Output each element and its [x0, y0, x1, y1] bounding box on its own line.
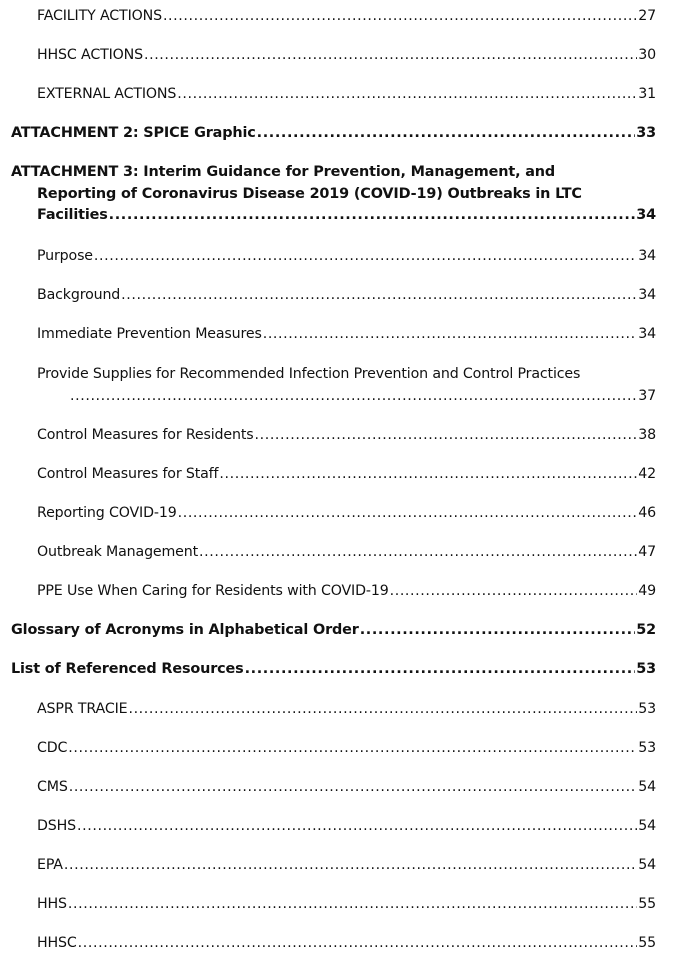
dot-leader [163, 6, 637, 27]
toc-entry-title: HHSC [37, 935, 77, 951]
toc-entry-title: ATTACHMENT 2: SPICE Graphic [11, 125, 256, 141]
toc-entry-page: 42 [638, 466, 656, 482]
dot-leader [78, 933, 638, 954]
toc-entry-reporting-covid-19[interactable] [37, 503, 656, 524]
dot-leader [68, 894, 637, 915]
toc-entry-continuation-row [37, 385, 656, 407]
toc-entry-title: Outbreak Management [37, 544, 199, 560]
toc-entry-title: Control Measures for Staff [37, 466, 219, 482]
toc-entry-external-actions[interactable] [37, 84, 656, 105]
toc-entry-page: 54 [638, 818, 656, 834]
toc-entry-outbreak-management[interactable] [37, 542, 656, 563]
toc-entry-page: 55 [638, 935, 656, 951]
dot-leader [390, 581, 638, 602]
toc-entry-cms[interactable] [37, 777, 656, 798]
dot-leader [94, 246, 637, 267]
toc-entry-title: HHS [37, 896, 67, 912]
dot-leader [254, 425, 637, 446]
toc-entry-hhsc[interactable] [37, 933, 656, 954]
dot-leader [121, 285, 637, 306]
dot-leader [263, 324, 638, 345]
toc-entry-referenced-resources[interactable] [11, 659, 656, 680]
toc-entry-title-line-3: Facilities [37, 207, 108, 223]
dot-leader [178, 503, 638, 524]
toc-entry-hhsc-actions[interactable] [37, 45, 656, 66]
toc-entry-title: Immediate Prevention Measures [37, 326, 262, 342]
toc-entry-title: CMS [37, 779, 68, 795]
toc-entry-title: ASPR TRACIE [37, 701, 128, 717]
toc-entry-control-measures-residents[interactable] [37, 425, 656, 446]
toc-entry-aspr-tracie[interactable] [37, 699, 656, 720]
dot-leader [177, 84, 637, 105]
toc-entry-title: Provide Supplies for Recommended Infection Prevention and Control Practices [37, 366, 581, 382]
dot-leader [64, 855, 637, 876]
toc-entry-title: CDC [37, 740, 68, 756]
toc-entry-title-line-2: Reporting of Coronavirus Disease 2019 (COVID-19) Outbreaks in LTC [37, 185, 582, 202]
toc-entry-title: Control Measures for Residents [37, 427, 254, 443]
toc-entry-page: 34 [638, 287, 656, 303]
toc-entry-page: 53 [638, 701, 656, 717]
toc-entry-glossary[interactable] [11, 620, 656, 641]
dot-leader [68, 738, 637, 759]
dot-leader [69, 777, 638, 798]
toc-entry-page: 53 [636, 661, 656, 677]
dot-leader [245, 659, 636, 680]
toc-entry-page: 34 [636, 207, 656, 223]
toc-entry-attachment-3[interactable] [11, 162, 656, 227]
dot-leader [128, 699, 637, 720]
dot-leader [77, 816, 637, 837]
toc-entry-facility-actions[interactable] [37, 6, 656, 27]
toc-entry-dshs[interactable] [37, 816, 656, 837]
toc-entry-title: EXTERNAL ACTIONS [37, 86, 177, 102]
toc-entry-provide-supplies[interactable] [37, 363, 656, 407]
toc-entry-cdc[interactable] [37, 738, 656, 759]
toc-entry-purpose[interactable] [37, 246, 656, 267]
toc-entry-ppe-use[interactable] [37, 581, 656, 602]
toc-entry-page: 38 [638, 427, 656, 443]
toc-entry-page: 54 [638, 779, 656, 795]
toc-entry-title: FACILITY ACTIONS [37, 8, 162, 24]
dot-leader [144, 45, 637, 66]
dot-leader [109, 205, 636, 227]
toc-entry-page: 34 [638, 326, 656, 342]
dot-leader [257, 123, 636, 144]
dot-leader [360, 620, 636, 641]
toc-entry-title: Reporting COVID-19 [37, 505, 177, 521]
toc-entry-page: 30 [638, 47, 656, 63]
toc-entry-epa[interactable] [37, 855, 656, 876]
toc-entry-page: 47 [638, 544, 656, 560]
toc-entry-page: 37 [638, 388, 656, 404]
toc-entry-page: 53 [638, 740, 656, 756]
toc-entry-background[interactable] [37, 285, 656, 306]
toc-entry-title-line-1: ATTACHMENT 3: Interim Guidance for Prevention, Management, and [11, 164, 556, 180]
toc-entry-hhs[interactable] [37, 894, 656, 915]
toc-entry-page: 33 [636, 125, 656, 141]
toc-entry-title: HHSC ACTIONS [37, 47, 143, 63]
toc-entry-page: 54 [638, 857, 656, 873]
toc-entry-title: EPA [37, 857, 63, 873]
dot-leader [219, 464, 637, 485]
toc-entry-page: 31 [638, 86, 656, 102]
dot-leader [70, 385, 637, 407]
toc-entry-control-measures-staff[interactable] [37, 464, 656, 485]
toc-entry-title-row-3 [11, 205, 656, 227]
toc-entry-title: Background [37, 287, 121, 303]
toc-entry-title: Glossary of Acronyms in Alphabetical Order [11, 622, 359, 638]
toc-entry-page: 34 [638, 248, 656, 264]
toc-entry-immediate-prevention-measures[interactable] [37, 324, 656, 345]
toc-entry-attachment-2[interactable] [11, 123, 656, 144]
toc-entry-title: Purpose [37, 248, 93, 264]
toc-entry-page: 52 [636, 622, 656, 638]
toc-entry-page: 49 [638, 583, 656, 599]
toc-entry-title: List of Referenced Resources [11, 661, 244, 677]
toc-entry-page: 27 [638, 8, 656, 24]
dot-leader [199, 542, 637, 563]
toc-entry-page: 46 [638, 505, 656, 521]
toc-entry-title: PPE Use When Caring for Residents with COVID-19 [37, 583, 389, 599]
toc-entry-page: 55 [638, 896, 656, 912]
toc-entry-title: DSHS [37, 818, 77, 834]
